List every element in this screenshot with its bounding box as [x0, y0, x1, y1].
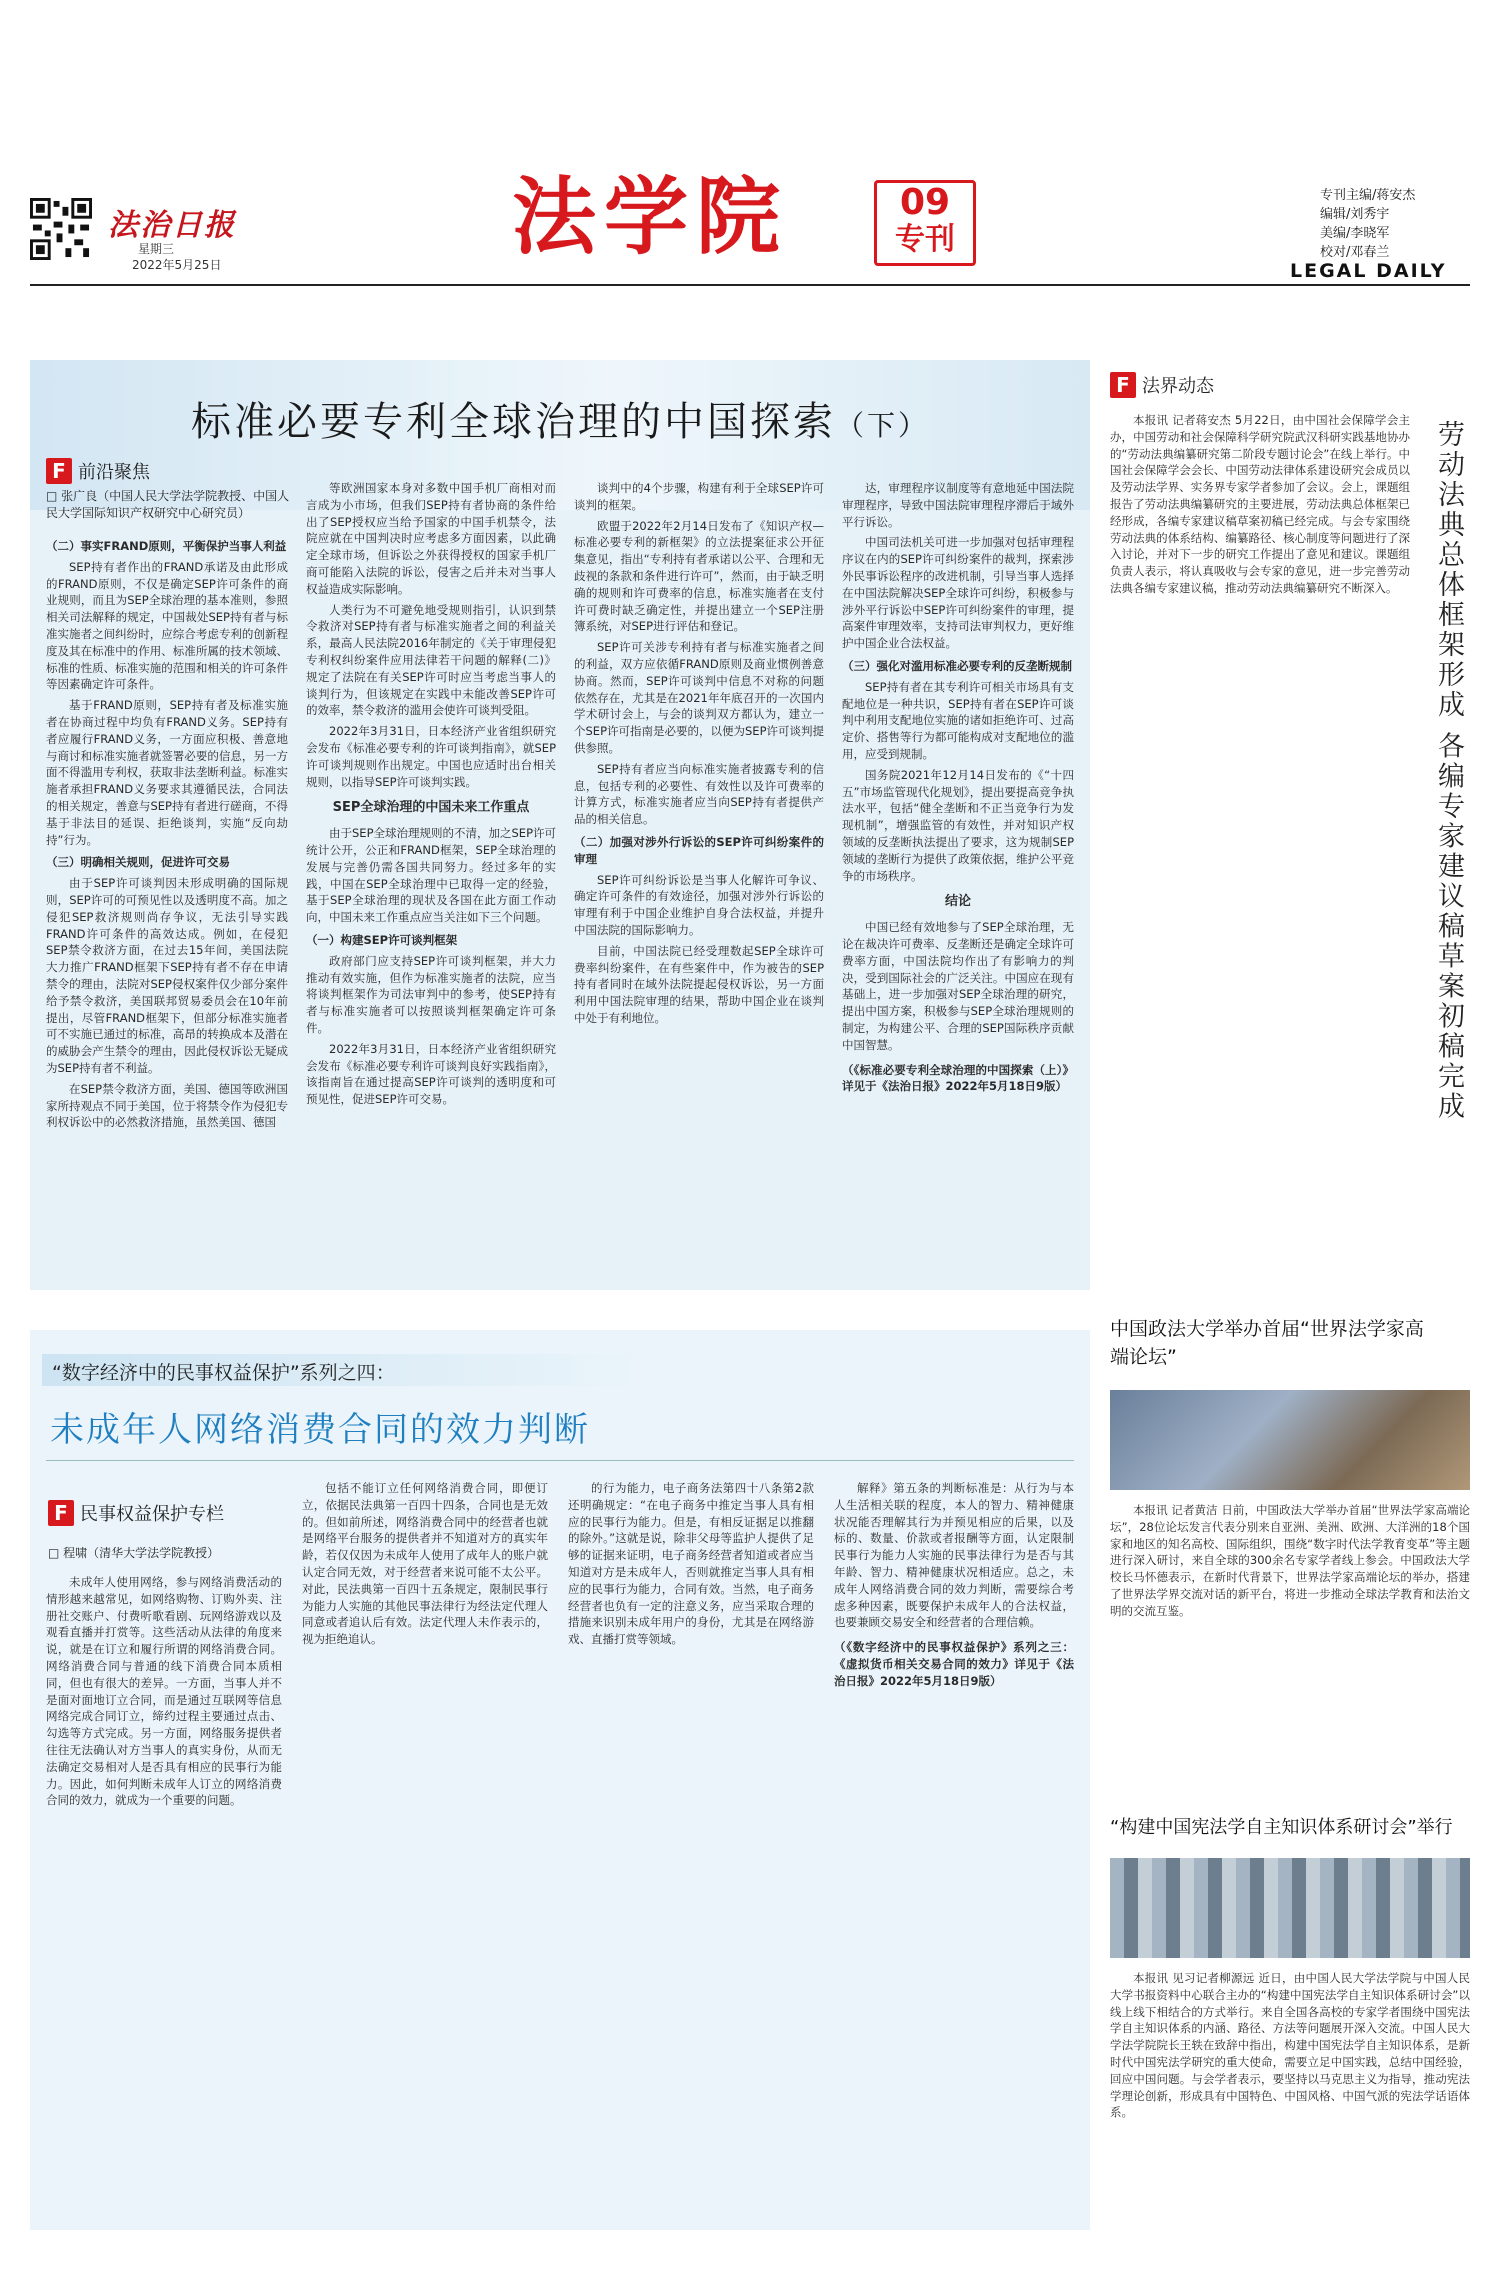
column-f-icon: F [46, 458, 72, 484]
article-paragraph: 欧盟于2022年2月14日发布了《知识产权—标准必要专利的新框架》的立法提案征求公开征集意见，指出“专利持有者承诺以公平、合理和无歧视的条款和条件进行许可”，然而，由于缺乏明确的规则和许可费率的信息，标准实施者在支付许可费时缺乏确定性，并提出建立一个SEP注册簿系统，对SEP进行评估和登记。 [574, 518, 824, 634]
staff-credits [1320, 186, 1470, 262]
news2-body [1110, 1502, 1470, 1792]
article-paragraph: 由于SEP全球治理规则的不清，加之SEP许可统计公开，公正和FRAND框架，SEP全球治理的发展与完善仍需各国共同努力。经过多年的实践，中国在SEP全球治理中已取得一定的经验，基于SEP全球治理的现状及各国在此方面工作动向，中国未来工作重点应当关注如下三个问题。 [306, 826, 556, 925]
section-tag-legal-news [1110, 370, 1214, 400]
article-paragraph: 2022年3月31日，日本经济产业省组织研究会发布《标准必要专利的许可谈判指南》，就SEP许可谈判规则作出规定。中国也应适时出台相关规则，以指导SEP许可谈判实践。 [306, 724, 556, 789]
article-subheading: （三）强化对滥用标准必要专利的反垄断规制 [842, 658, 1072, 673]
article-paragraph: 人类行为不可避免地受规则指引，认识到禁令救济对SEP持有者与标准实施者之间的利益关系，最高人民法院2016年制定的《关于审理侵犯专利权纠纷案件应用法律若干问题的解释(二)》规定了法院在有关SEP许可时应当考虑当事人的谈判行为，但该规定在实践中未能改善SEP许可的效率，禁令救济的滥用会使许可谈判受阻。 [306, 602, 556, 718]
issue-date: 2022年5月25日 [132, 258, 222, 272]
section-tag-civil-rights [48, 1498, 224, 1528]
news1-paragraph: 本报讯 记者蒋安杰 5月22日，由中国社会保障学会主办，中国劳动和社会保障科学研究院武汉科研实践基地协办的“劳动法典编纂研究第二阶段专题讨论会”在线上举行。中国社会保障学会会长、中国劳动法律体系建设研究会成员以及劳动法学界、实务界专家学者参加了会议。会上，课题组报告了劳动法典编纂研究的主要进展，劳动法典总体框架已经形成，各编专家建议稿草案初稿已经完成。与会专家围绕劳动法典的体系结构、编纂路径、核心制度等问题进行了深入讨论，并对下一步的研究工作提出了意见和建议。课题组负责人表示，将认真吸收与会专家的意见，进一步完善劳动法典各编专家建议稿，推动劳动法典编纂研究不断深入。 [1110, 413, 1410, 595]
article-paragraph: 基于FRAND原则，SEP持有者及标准实施者在协商过程中均负有FRAND义务。SEP持有者应履行FRAND义务，一方面应积极、善意地与商讨和标准实施者就签署必要的信息，另一方面不得滥用专利权，获取非法垄断利益。标准实施者承担FRAND义务要求其遵循民法，合同法的相关规定，善意与SEP持有者进行磋商，不得基于非法目的延误、拒绝谈判，实施“反向劫持”行为。 [46, 698, 288, 847]
headline-divider [46, 1460, 1074, 1461]
section-tag-frontier [46, 456, 150, 486]
article-paragraph: 目前，中国法院已经受理数起SEP全球许可费率纠纷案件，在有些案件中，作为被告的SEP持有者同时在域外法院提起侵权诉讼，另一方面利用中国法院审理的结果，帮助中国企业在谈判中处于有利地位。 [574, 943, 824, 1025]
article-column-3 [574, 480, 824, 1270]
news2-paragraph: 本报讯 记者黄洁 日前，中国政法大学举办首届“世界法学家高端论坛”，28位论坛发言代表分别来自亚洲、美洲、欧洲、大洋洲的18个国家和地区的知名高校、国际组织，围绕“数字时代法学教育变革”等主题进行深入研讨，来自全球的300余名专家学者线上参会。中国政法大学校长马怀德表示，在新时代背景下，世界法学家高端论坛的举办，搭建了世界法学界交流对话的新平台，将进一步推动全球法学教育和法治文明的交流互鉴。 [1110, 1503, 1470, 1618]
article2-column-2 [302, 1480, 548, 2210]
issue-weekday: 星期三 [138, 242, 175, 256]
article-paragraph: SEP持有者作出的FRAND承诺及由此形成的FRAND原则，不仅是确定SEP许可条件的商业规则，而且为SEP全球治理的基本准则，参照相关司法解释的规定，中国裁处SEP持有者与标准实施者之间纠纷时，应综合考虑专利的创新程度及其在标准中的作用、标准所属的技术领域、标准的性质、标准实施的范围和相关的许可条件等因素确定许可条件。 [46, 559, 288, 692]
article-paragraph: 中国司法机关可进一步加强对包括审理程序议在内的SEP许可纠纷案件的裁判，探索涉外民事诉讼程序的改进机制，引导当事人选择在中国法院解决SEP全球许可纠纷，积极参与涉外平行诉讼中SEP许可纠纷案件的审理，提高案件审理效率，支持司法审判权力，更好维护中国企业合法权益。 [842, 535, 1074, 651]
article-paragraph: SEP持有者在其专利许可相关市场具有支配地位是一种共识，SEP持有者在SEP许可谈判中利用支配地位实施的诸如拒绝许可、过高定价、搭售等行为都可能构成对支配地位的滥用，应受到规制。 [842, 679, 1074, 761]
news1-body [1110, 412, 1410, 1282]
article-subheading: （三）明确相关规则，促进许可交易 [46, 855, 230, 870]
article-paragraph: 在SEP禁令救济方面，美国、德国等欧洲国家所持观点不同于美国，位于将禁令作为侵犯专利权诉讼中的必然救济措施，虽然美国、德国 [46, 1081, 288, 1130]
page-badge [874, 180, 976, 266]
paper-logo: 法治日报 [108, 208, 236, 243]
column-f-icon: F [1110, 372, 1136, 398]
feature-article-sep [30, 360, 1090, 1290]
article-column-4 [842, 480, 1074, 1270]
article-subheading: （一）构建SEP许可谈判框架 [306, 932, 458, 947]
article-paragraph: 国务院2021年12月14日发布的《“十四五”市场监管现代化规划》，提出要提高竞争执法水平，包括“健全垄断和不正当竞争行为发现机制”，增强监管的有效性，并对知识产权领域的反垄断执法提出了要求，这为规制SEP领域的垄断行为提供了政策依据，维护公平竞争的市场秩序。 [842, 767, 1074, 883]
article2-paragraph: 解释》第五条的判断标准是：从行为与本人生活相关联的程度，本人的智力、精神健康状况能否理解其行为并预见相应的后果，以及标的、数量、价款或者报酬等方面，认定限制民事行为能力人实施的民事法律行为是否与其年龄、智力、精神健康状况相适应。总之，未成年人网络消费合同的效力判断，需要综合考虑多种因素，既要保护未成年人的合法权益，也要兼顾交易安全和经营者的合理信赖。 [834, 1481, 1074, 1630]
article2-paragraph: 包括不能订立任何网络消费合同，即便订立，依据民法典第一百四十四条，合同也是无效的。但如前所述，网络消费合同中的经营者也就是网络平台服务的提供者并不知道对方的真实年龄，若仅仅因为未成年人使用了成年人的账户就认定合同无效，对于经营者来说可能不太公平。对此，民法典第一百四十五条规定，限制民事行为能力人实施的其他民事法律行为经法定代理人同意或者追认后有效。法定代理人未作表示的，视为拒绝追认。 [302, 1481, 548, 1647]
news3-paragraph: 本报讯 见习记者柳源远 近日，由中国人民大学法学院与中国人民大学书报资料中心联合主办的“构建中国宪法学自主知识体系研讨会”以线上线下相结合的方式举行。来自全国各高校的专家学者围绕中国宪法学自主知识体系的内涵、路径、方法等问题展开深入交流。中国人民大学法学院院长王轶在致辞中指出，构建中国宪法学自主知识体系，是新时代中国宪法学研究的重大使命，需要立足中国实践，总结中国经验，回应中国问题。与会学者表示，要坚持以马克思主义为指导，推动宪法学理论创新，形成具有中国特色、中国风格、中国气派的宪法学话语体系。 [1110, 1971, 1470, 2120]
seminar-photo [1110, 1858, 1470, 1958]
article2-column-4 [834, 1480, 1074, 2210]
article-paragraph: 谈判中的4个步骤，构建有利于全球SEP许可谈判的框架。 [574, 481, 824, 512]
legal-daily-wordmark: LEGAL DAILY [1290, 260, 1447, 282]
news1-headline: 劳动法典总体框架形成 各编专家建议稿草案初稿完成 [1433, 420, 1464, 1122]
page-badge-label: 专刊 [895, 222, 955, 257]
article-section-heading: 结论 [944, 894, 971, 910]
article-paragraph: 中国已经有效地参与了SEP全球治理，无论在裁决许可费率、反垄断还是确定全球许可费率方面，中国法院均作出了有影响力的判决，受到国际社会的广泛关注。中国应在现有基础上，进一步加强对SEP全球治理的研究，提出中国方案，积极参与SEP全球治理规则的制定，为构建公平、合理的SEP国际秩序贡献中国智慧。 [842, 920, 1074, 1052]
feature-article-minors [30, 1330, 1090, 2230]
page-number: 09 [899, 182, 951, 223]
article-subheading: （二）加强对涉外行诉讼的SEP许可纠纷案件的审理 [574, 834, 824, 866]
article-paragraph: 由于SEP许可谈判因未形成明确的国际规则，SEP许可的可预见性以及透明度不高。加之侵犯SEP救济规则尚存争议，无法引导实践FRAND许可条件的高效达成。例如，在侵犯SEP禁令救济方面，在过去15年间，美国法院大力推广FRAND框架下SEP持有者不存在申请禁令的理由，法院对SEP侵权案件仅少部分案件给予禁令救济，美国联邦贸易委员会在10年前提出，尽管FRAND框架下，但部分标准实施者可不实施已通过的标准，高昂的转换成本及潜在的威胁会产生禁令的理由，因此侵权诉讼无疑成为SEP持有者不利益。 [46, 876, 288, 1075]
article-subheading: （二）事实FRAND原则，平衡保护当事人利益 [46, 539, 287, 553]
article-paragraph: 达，审理程序议制度等有意地延中国法院审理程序，导致中国法院审理程序滞后于域外平行诉讼。 [842, 481, 1074, 529]
staff-line: 校对/邓春兰 [1320, 245, 1390, 260]
article-paragraph: 政府部门应支持SEP许可谈判框架，并大力推动有效实施，但作为标准实施者的法院，应当将谈判框架作为司法审判中的参考，使SEP持有者与标准实施者可以按照谈判框架确定许可条件。 [306, 953, 556, 1035]
column-f-icon: F [48, 1500, 74, 1526]
article-paragraph: SEP持有者应当向标准实施者披露专利的信息，包括专利的必要性、有效性以及许可费率的计算方式，标准实施者应当向SEP持有者提供产品的相关信息。 [574, 761, 824, 827]
article2-paragraph: 的行为能力，电子商务法第四十八条第2款还明确规定：“在电子商务中推定当事人具有相应的民事行为能力。但是，有相反证据足以推翻的除外。”这就是说，除非父母等监护人提供了足够的证据来证明，电子商务经营者知道或者应当知道对方是未成年人，否则就推定当事人具有相应的民事行为能力，合同有效。当然，电子商务经营者也负有一定的注意义务，应当采取合理的措施来识别未成年用户的身份，尤其是在网络游戏、直播打赏等领域。 [568, 1481, 814, 1647]
article2-column-1 [46, 1574, 282, 2214]
staff-line: 美编/李晓军 [1320, 226, 1390, 241]
article-paragraph: 等欧洲国家本身对多数中国手机厂商相对而言成为小市场，但我们SEP持有者协商的条件给出了SEP授权应当给予国家的中国手机禁令，法院应就在中国判决时应考虑多方面因素，以此确定全球市场，但诉讼之外获得授权的国家手机厂商可能陷入法院的诉讼，侵害之后并未对当事人权益造成实际影响。 [306, 481, 556, 596]
article-note: （《标准必要专利全球治理的中国探索（上）》详见于《法治日报》2022年5月18日9版） [842, 1062, 1074, 1094]
article-paragraph: SEP许可纠纷诉讼是当事人化解许可争议、确定许可条件的有效途径，加强对涉外行诉讼的审理有利于中国企业维护自身合法权益，并提升中国法院的国际影响力。 [574, 872, 824, 937]
article-section-heading: SEP全球治理的中国未来工作重点 [332, 800, 530, 816]
qr-code [30, 198, 92, 260]
staff-line: 专刊主编/蒋安杰 [1320, 188, 1416, 203]
feature-headline [30, 390, 1090, 447]
headline-text: 标准必要专利全球治理的中国探索 [190, 399, 836, 445]
article2-column-3 [568, 1480, 814, 2210]
section-tag-label: 前沿聚焦 [78, 462, 150, 483]
masthead-divider [30, 284, 1470, 286]
article-column-2 [306, 480, 556, 1270]
news3-headline: “构建中国宪法学自主知识体系研讨会”举行 [1110, 1817, 1453, 1838]
article-author: □ 张广良（中国人民大学法学院教授、中国人民大学国际知识产权研究中心研究员） [46, 489, 290, 520]
news3-body [1110, 1970, 1470, 2265]
section-brand-title: 法学院 [512, 168, 789, 266]
headline-suffix: （下） [835, 409, 929, 442]
article2-author: □ 程啸（清华大学法学院教授） [48, 1546, 220, 1560]
article2-paragraph: 未成年人使用网络，参与网络消费活动的情形越来越常见，如网络购物、订购外卖、注册社交账户、付费听歌看剧、玩网络游戏以及观看直播并打赏等。这些活动从法律的角度来说，就是在订立和履行所谓的网络消费合同。网络消费合同与普通的线下消费合同本质相同，但也有很大的差异。一方面，当事人并不是面对面地订立合同，而是通过互联网等信息网络完成合同订立，缔约过程主要通过点击、勾选等方式完成。另一方面，网络服务提供者往往无法确认对方当事人的真实身份，从而无法确定交易相对人是否具有相应的民事行为能力。因此，如何判断未成年人订立的网络消费合同的效力，就成为一个重要的问题。 [46, 1575, 282, 1808]
article2-note: （《数字经济中的民事权益保护》系列之三：《虚拟货币相关交易合同的效力》详见于《法治日报》2022年5月18日9版） [834, 1640, 1074, 1688]
news2-headline: 中国政法大学举办首届“世界法学家高端论坛” [1110, 1318, 1424, 1368]
article-column-1 [46, 532, 288, 1272]
section-tag-label: 法界动态 [1142, 376, 1214, 397]
article-paragraph: SEP许可关涉专利持有者与标准实施者之间的利益，双方应依循FRAND原则及商业惯例善意协商。然而，SEP许可谈判中信息不对称的问题依然存在，尤其是在2021年年底召开的一次国内学术研讨会上，与会的谈判双方都认为，建立一个SEP许可指南是必要的，以便为SEP许可谈判提供参照。 [574, 640, 824, 755]
section-tag-label: 民事权益保护专栏 [80, 1504, 224, 1525]
feature2-headline: 未成年人网络消费合同的效力判断 [50, 1410, 590, 1450]
forum-photo [1110, 1390, 1470, 1490]
series-label: “数字经济中的民事权益保护”系列之四： [52, 1362, 395, 1384]
staff-line: 编辑/刘秀宇 [1320, 207, 1390, 222]
article-paragraph: 2022年3月31日，日本经济产业省组织研究会发布《标准必要专利许可谈判良好实践指南》，该指南旨在通过提高SEP许可谈判的透明度和可预见性，促进SEP许可交易。 [306, 1041, 556, 1107]
